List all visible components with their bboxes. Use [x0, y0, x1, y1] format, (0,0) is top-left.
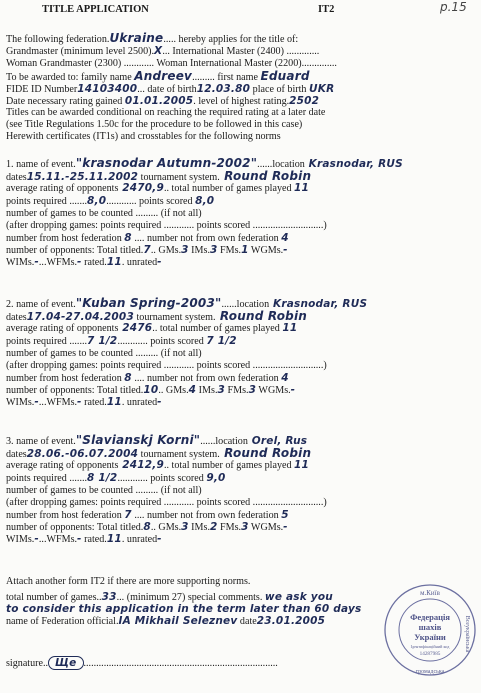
line-certs: Herewith certificates (IT1s) and crosstables for the following norms	[6, 131, 281, 142]
svg-text:м.Київ: м.Київ	[420, 589, 440, 597]
norm-3-line-8: number of opponents: Total titled.8.. GMs.3 IMs.2 FMs.3 WGMs.-	[6, 521, 288, 533]
attach-note: Attach another form IT2 if there are more supporting norms.	[6, 576, 251, 587]
svg-text:Федерація: Федерація	[410, 612, 450, 622]
norm-2-line-4: points required .......7 1/2............ points scored 7 1/2	[6, 335, 237, 347]
line-name: To be awarded to: family name Andreev......... first name Eduard	[6, 69, 310, 83]
svg-text:України: України	[414, 632, 446, 642]
norm-1-line-5: number of games to be counted ......... (if not all)	[6, 208, 202, 219]
norm-1-line-1: 1. name of event."krasnodar Autumn-2002"......location Krasnodar, RUS	[6, 156, 403, 170]
line-total: total number of games..33... (minimum 27) special comments. we ask you	[6, 591, 333, 603]
norm-1-line-3: average rating of opponents 2470,9.. total number of games played 11	[6, 182, 310, 194]
line-fide: FIDE ID Number14103400... date of birth12.03.80 place of birth UKR	[6, 83, 335, 95]
norm-2-line-1: 2. name of event."Kuban Spring-2003"......location Krasnodar, RUS	[6, 296, 368, 310]
svg-text:Всеукраїнська: Всеукраїнська	[464, 615, 470, 653]
norm-3-line-5: number of games to be counted ......... (if not all)	[6, 485, 202, 496]
line-titles: Titles can be awarded conditional on reaching the required rating at a later date	[6, 107, 326, 118]
line-signature: signature.. Ще .............................................................................	[6, 657, 278, 669]
line-regs: (see Title Regulations 1.50c for the procedure to be followed in this case)	[6, 119, 303, 130]
signature: Ще	[48, 656, 83, 670]
svg-text:шахів: шахів	[418, 622, 442, 632]
norm-2-line-8: number of opponents: Total titled.10.. GMs.4 IMs.3 FMs.3 WGMs.-	[6, 384, 296, 396]
header-title: TITLE APPLICATION	[42, 4, 149, 15]
corner-mark: p.15	[440, 0, 467, 14]
norm-1-line-7: number from host federation 8 .... number not from own federation 4	[6, 232, 289, 244]
federation-seal	[382, 582, 478, 678]
norm-2-line-7: number from host federation 8 .... number not from own federation 4	[6, 372, 289, 384]
svg-text:Ідентифікаційний код: Ідентифікаційний код	[410, 644, 450, 649]
norm-1-line-4: points required .......8,0............ points scored 8,0	[6, 195, 215, 207]
svg-text:14287985: 14287985	[419, 651, 441, 657]
header-form: IT2	[318, 4, 335, 15]
norm-2-line-5: number of games to be counted ......... (if not all)	[6, 348, 202, 359]
norm-2-line-2: dates17.04-27.04.2003 tournament system. Round Robin	[6, 309, 307, 323]
line-wgm: Woman Grandmaster (2300) ............ Woman International Master (2200)..............	[6, 58, 337, 69]
norm-1-line-6: (after dropping games: points required ............ points scored ............................)	[6, 220, 327, 231]
norm-1-line-9: WIMs.-...WFMs.- rated.11. unrated-	[6, 256, 162, 268]
line-comment: to consider this application in the term later than 60 days	[6, 603, 362, 615]
line-official: name of Federation official.IA Mikhail Seleznev date23.01.2005	[6, 615, 326, 627]
norm-3-line-3: average rating of opponents 2412,9.. total number of games played 11	[6, 459, 310, 471]
norm-1-line-2: dates15.11.-25.11.2002 tournament system. Round Robin	[6, 169, 312, 183]
federation-value: Ukraine	[109, 31, 164, 45]
line-federation: The following federation.Ukraine..... hereby applies for the title of:	[6, 31, 299, 45]
norm-3-line-6: (after dropping games: points required ............ points scored ............................)	[6, 497, 327, 508]
norm-1-line-8: number of opponents: Total titled.7.. GMs.3 IMs.3 FMs.1 WGMs.-	[6, 244, 288, 256]
line-gm: Grandmaster (minimum level 2500).X... International Master (2400) .............	[6, 45, 320, 57]
gm-mark: X	[154, 45, 163, 57]
norm-2-line-6: (after dropping games: points required ............ points scored ............................)	[6, 360, 327, 371]
norm-3-line-9: WIMs.-...WFMs.- rated.11. unrated-	[6, 533, 162, 545]
svg-text:громадська: громадська	[415, 669, 445, 675]
norm-3-line-7: number from host federation 7 .... number not from own federation 5	[6, 509, 289, 521]
norm-3-line-2: dates28.06.-06.07.2004 tournament system. Round Robin	[6, 446, 312, 460]
norm-3-line-4: points required .......8 1/2............ points scored 9,0	[6, 472, 226, 484]
line-rating: Date necessary rating gained 01.01.2005. level of highest rating.2502	[6, 95, 320, 107]
norm-2-line-9: WIMs.-...WFMs.- rated.11. unrated-	[6, 396, 162, 408]
norm-2-line-3: average rating of opponents 2476.. total number of games played 11	[6, 322, 298, 334]
norm-3-line-1: 3. name of event."Slavianskj Korni"......location Orel, Rus	[6, 433, 308, 447]
